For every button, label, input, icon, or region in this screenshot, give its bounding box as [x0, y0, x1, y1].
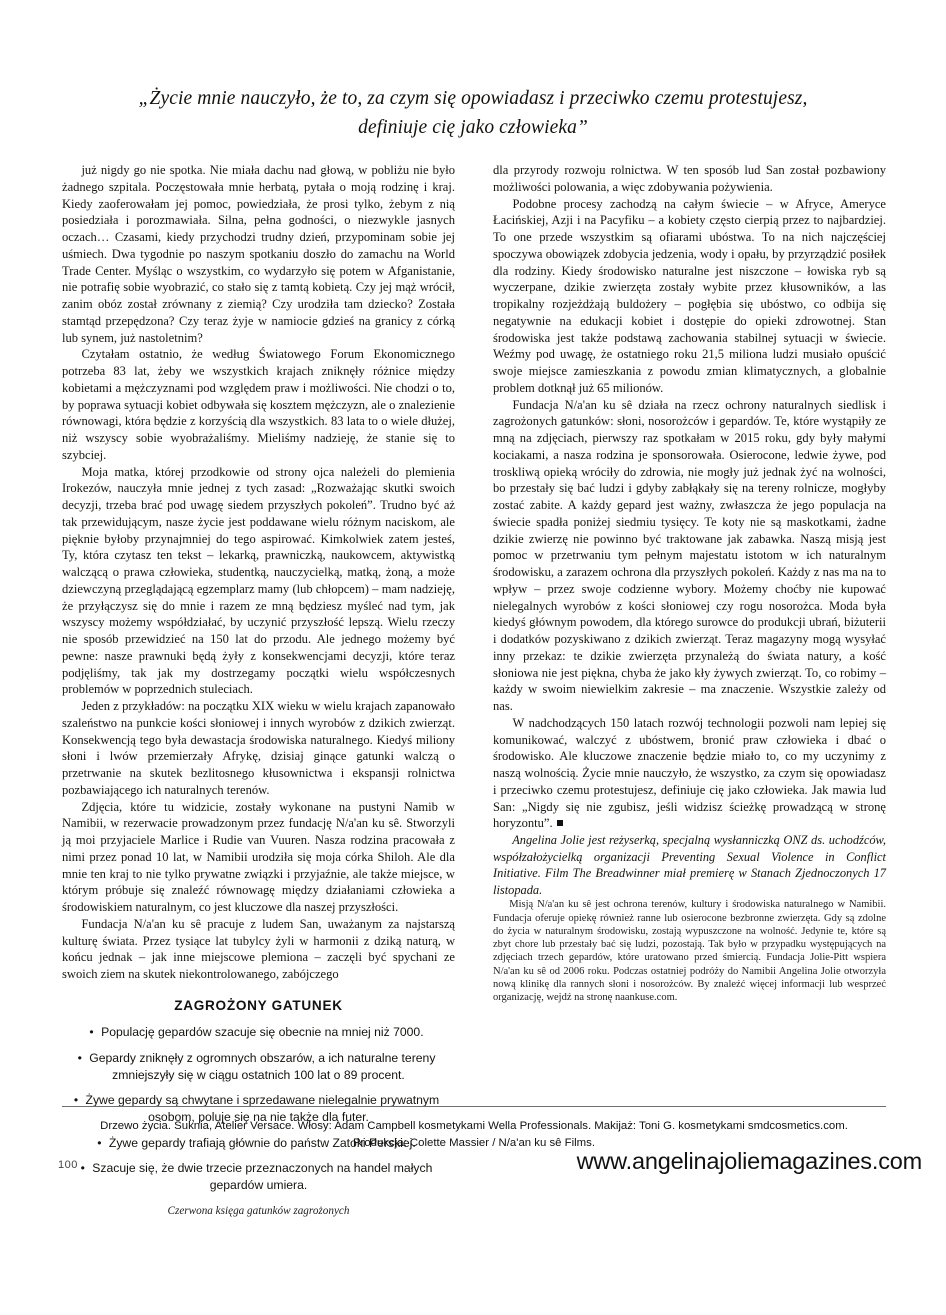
credits-line-2: Produkcja: Colette Massier / N/a'an ku sê Films.	[352, 1136, 596, 1149]
list-item-label: Populację gepardów szacuje się obecnie na mniej niż 7000.	[101, 1025, 424, 1040]
watermark-url: www.angelinajoliemagazines.com	[576, 1148, 922, 1174]
paragraph: Zdjęcia, które tu widzicie, zostały wykonane na pustyni Namib w Namibii, w rezerwacie prowadzonym przez fundację N/a'an ku sê. Stworzyli ją moi przyjaciele Marlice i Rudie van Vuuren. Nasza rodzina pracowała z nimi przez ponad 10 lat, w Namibii urodziła się moja córka Shiloh. Ale dla mnie ten kraj to nie tylko prywatne związki i przyjaźnie, ale także miejsce, w którym próbuje się znaleźć równowagę między działaniami człowieka a środowiskiem naturalnym, co jest kluczowe dla naszej przyszłości.	[62, 799, 455, 914]
foundation-note: Misją N/a'an ku sê jest ochrona terenów, kultury i środowiska naturalnego w Namibii. Fundacja oferuje opiekę również ranne lub osierocone bezbronne zwierzęta. Gdy są zdolne do życia w naturalnym środowisku, zostają wypuszczone na wolność. Jedynie te, które są zbyt chore lub przestały bać się ludzi, pozostają. Tak było w przypadku występujących na zdjęciach trzech gepardów, które uratowano przed śmiercią. Fundacja Jolie-Pitt wspiera N/a'an ku sê od 2006 roku. Podczas ostatniej podróży do Namibii Angelina Jolie otworzyła nową klinikę dla rannych słoni i nosorożców. By znaleźć więcej informacji lub wesprzeć organizację, wejdź na stronę naankuse.com.	[493, 899, 886, 1003]
byline-note: Angelina Jolie jest reżyserką, specjalną wysłanniczką ONZ ds. uchodźców, współzałożycielką organizacji Preventing Sexual Violence in Conflict Initiative. Film The Breadwinner miał premierę w Stanach Zjednoczonych 17 listopada.	[493, 833, 886, 897]
end-mark-icon	[557, 820, 563, 826]
pull-quote-line-2: definiuje cię jako człowieka”	[358, 117, 588, 139]
list-item	[62, 1024, 455, 1041]
bullet-icon: •	[73, 1093, 79, 1108]
paragraph	[493, 715, 886, 832]
paragraph: Moja matka, której przodkowie od strony ojca należeli do plemienia Irokezów, nauczyła mnie jednej z tych zasad: „Rozważając skutki swoich decyzji, trzeba brać pod uwagę siedem przyszłych pokoleń”. Trudno być aż tak przewidującym, nasze życie jest poddawane wielu różnym naciskom, ale pięknie byłoby przynajmniej do tego aspirować. Kimkolwiek zatem jesteś, Ty, która czytasz ten tekst – lekarką, prawniczką, naukowcem, aktywistką walczącą o prawa człowieka, studentką, nauczycielką, matką, żoną, a może dziewczyną przeglądającą egzemplarz mamy (lub chłopcem) – mam nadzieję, że przyłączysz się do mnie i razem ze mną będziesz myśleć nad tym, jak wszyscy możemy współdziałać, by uczynić przyszłość lepszą. Wielu rzeczy nie sposób przewidzieć na 150 lat do przodu. Ale jednego możemy być pewne: nasze prawnuki będą żyły z konsekwencjami decyzji, które teraz podjęliśmy, tak jak my dostrzegamy początki wielu współczesnych problemów w poprzednich stuleciach.	[62, 464, 455, 697]
paragraph: Fundacja N/a'an ku sê działa na rzecz ochrony naturalnych siedlisk i zagrożonych gatunków: słoni, nosorożców i gepardów. Te, które wystąpiły ze mną na zdjęciach, pierwszy raz spotkałam w 2015 roku, gdy były małymi kociakami, a nasza rodzina je sponsorowała. Osierocone, ledwie żywe, pod troskliwą opieką wróciły do zdrowia, nie mogły już jednak żyć na wolności, bo przestały się bać ludzi i gdyby zabłąkały się na tereny rolnicze, mogłyby zostać zabite. A każdy gepard jest ważny, zwłaszcza że jego populacja na świecie spadła poniżej siedmiu tysięcy. Te koty nie są maskotkami, żadne dzikie zwierzę nie powinno być traktowane jak zabawka. Naszą misją jest pomoc w przetrwaniu tym pełnym majestatu istotom w ich naturalnym środowisku, a zarazem ochrona dla przyszłych pokoleń. Każdy z nas ma na to wpływ – przez swoje codzienne wybory. Możemy choćby nie kupować nielegalnych wyrobów z kości słoniowej czy rogu nosorożca. Moda była kiedyś głównym powodem, dla którego surowce do produkcji ubrań, biżuterii i dodatków pozyskiwano z dzikich zwierząt. Teraz magazyny mogą wysyłać inny przekaz: te dzikie zwierzęta przynależą do świata natury, a kość słoniowa nie jest piękna, chyba że jako kły żywych zwierząt. To, co robimy – każdy w swoim niewielkim zakresie – ma znaczenie. Wszystkie zależy od nas.	[493, 397, 886, 713]
bullet-icon: •	[80, 1161, 85, 1176]
sidebar-title: ZAGROŻONY GATUNEK	[174, 998, 343, 1013]
right-column	[493, 162, 886, 1004]
bullet-icon: •	[89, 1025, 94, 1040]
bullet-icon: •	[97, 1135, 102, 1150]
list-item-label: Żywe gepardy trafiają głównie do państw Zatoki Perskiej.	[108, 1135, 416, 1150]
photo-credits	[62, 1118, 886, 1151]
paragraph: Czytałam ostatnio, że według Światowego Forum Ekonomicznego potrzeba 83 lat, żeby we wszystkich krajach zniknęły różnice między kobietami a mężczyznami pod względem praw i możliwości. Nie chodzi o to, by poprawa sytuacji kobiet odbywała się kosztem mężczyzn, ale o znalezienie równowagi, która będzie z korzyścią dla wszystkich. 83 lata to o wiele dłużej, niż wszyscy sobie wyobrażaliśmy. Mieliśmy nadzieję, że stanie się to szybciej.	[62, 347, 455, 462]
list-item	[62, 1160, 455, 1193]
pull-quote-line-1: „Życie mnie nauczyło, że to, za czym się opowiadasz i przeciwko czemu protestujesz,	[138, 88, 808, 109]
list-item-label: Żywe gepardy są chwytane i sprzedawane nielegalnie prywatnym osobom, poluje się na nie także dla futer.	[85, 1093, 440, 1124]
list-item-label: Szacuje się, że dwie trzecie przeznaczonych na handel małych gepardów umiera.	[92, 1161, 433, 1193]
credits-line-1: Drzewo życia. Suknia, Atelier Versace. Włosy: Adam Campbell kosmetykami Wella Professionals. Makijaż: Toni G. kosmetykami smdcosmetics.com.	[100, 1120, 848, 1132]
pull-quote	[62, 84, 884, 143]
bullet-icon: •	[77, 1050, 82, 1065]
paragraph: Fundacja N/a'an ku sê pracuje z ludem San, uważanym za najstarszą kulturę świata. Przez tysiące lat tubylcy żyli w harmonii z dziką naturą, w końcu jednak – jak inne miejscowe plemiona – zaczęli być spychani ze swoich ziem na skutek niekontrolowanego, zabójczego	[62, 916, 455, 981]
left-column-top-text	[62, 162, 455, 983]
paragraph: Jeden z przykładów: na początku XIX wieku w wielu krajach zapanowało szaleństwo na punkcie kości słoniowej i innych wyrobów z dzikich zwierząt. Konsekwencją tego była dewastacja środowiska naturalnego. Kiedyś miliony słoni i lwów przemierzały Afrykę, dzisiaj ginące gatunki walczą o przetrwanie na skutek bezlitosnego kłusownictwa i ekspansji rolnictwa pozbawiającego ich naturalnych terenów.	[62, 699, 455, 797]
page-number: 100	[58, 1159, 78, 1171]
paragraph: dla przyrody rozwoju rolnictwa. W ten sposób lud San został pozbawiony możliwości polowania, a więc zdobywania pożywienia.	[493, 163, 886, 194]
list-item	[62, 1050, 455, 1083]
sidebar-fact-list	[62, 1024, 455, 1194]
paragraph-text: W nadchodzących 150 latach rozwój technologii pozwoli nam lepiej się komunikować, walczyć z ubóstwem, bronić praw człowieka i dbać o środowisko. Ale kluczowe znaczenie będzie miało to, co my uczynimy z naszą wolnością. Życie mnie nauczyło, że wszystko, za czym się opowiadasz i przeciwko czemu protestujesz, definiuje cię jako człowieka. Jak mawia lud San: „Nigdy się nie zgubisz, jeśli widzisz ścieżkę prowadzącą w stronę horyzontu”.	[493, 715, 886, 831]
sidebar-endangered-species	[62, 997, 455, 1315]
list-item-label: Gepardy zniknęły z ogromnych obszarów, a ich naturalne tereny zmniejszyły się w ciągu ostatnich 100 lat o 89 procent.	[89, 1050, 436, 1082]
paragraph: już nigdy go nie spotka. Nie miała dachu nad głową, w pobliżu nie było żadnego szpitala. Poczęstowała mnie herbatą, pytała o moją rodzinę i kraj. Kiedy zaoferowałam jej pomoc, powiedziała, że prosi tylko, żebym z nią posiedziała i porozmawiała. Silna, pełna godności, o niezwykle jasnych oczach… Czasami, kiedy przychodzi trudny dzień, przypominam sobie jej uśmiech. Dwa tygodnie po naszym spotkaniu doszło do zamachu na World Trade Center. Myśląc o wszystkim, co wydarzyło się potem w Afganistanie, nie potrafię sobie wyobrazić, co stało się z tamtą kobietą. Czy jej mąż wrócił, zanim obóz został zrównany z ziemią? Czy urodziła tam dziecko? Została stamtąd przepędzona? Czy teraz żyje w namiocie gdzieś na granicy z córką lub synem, już nastoletnim?	[62, 163, 455, 345]
paragraph: Podobne procesy zachodzą na całym świecie – w Afryce, Ameryce Łacińskiej, Azji i na Pacyfiku – a kobiety często cierpią przez to najbardziej. To one przede wszystkim są ofiarami ubóstwa. To na nich najczęściej spoczywa obowiązek zdobycia jedzenia, wody i opału, by przyrządzić posiłek dla rodziny. Kiedy środowisko naturalne jest niszczone – łowiska ryb są wyczerpane, dzikie zwierzęta zostały wybite przez kłusowników, a las tropikalny rozjeżdżają buldożery – pogłębia się ubóstwo, co odbija się negatywnie na edukacji kobiet i dostępie do opieki zdrowotnej. Stan środowiska jest także podstawą zachowania stabilnej sytuacji w świecie. Weźmy pod uwagę, że ostatniego roku 21,5 miliona ludzi musiało opuścić swoje miejsce zamieszkania z powodu zmian klimatycznych, a globalnie problem dotknął już 65 milionów.	[493, 196, 886, 395]
footer-divider	[62, 1106, 886, 1107]
sidebar-source: Czerwona księga gatunków zagrożonych	[167, 1204, 350, 1217]
